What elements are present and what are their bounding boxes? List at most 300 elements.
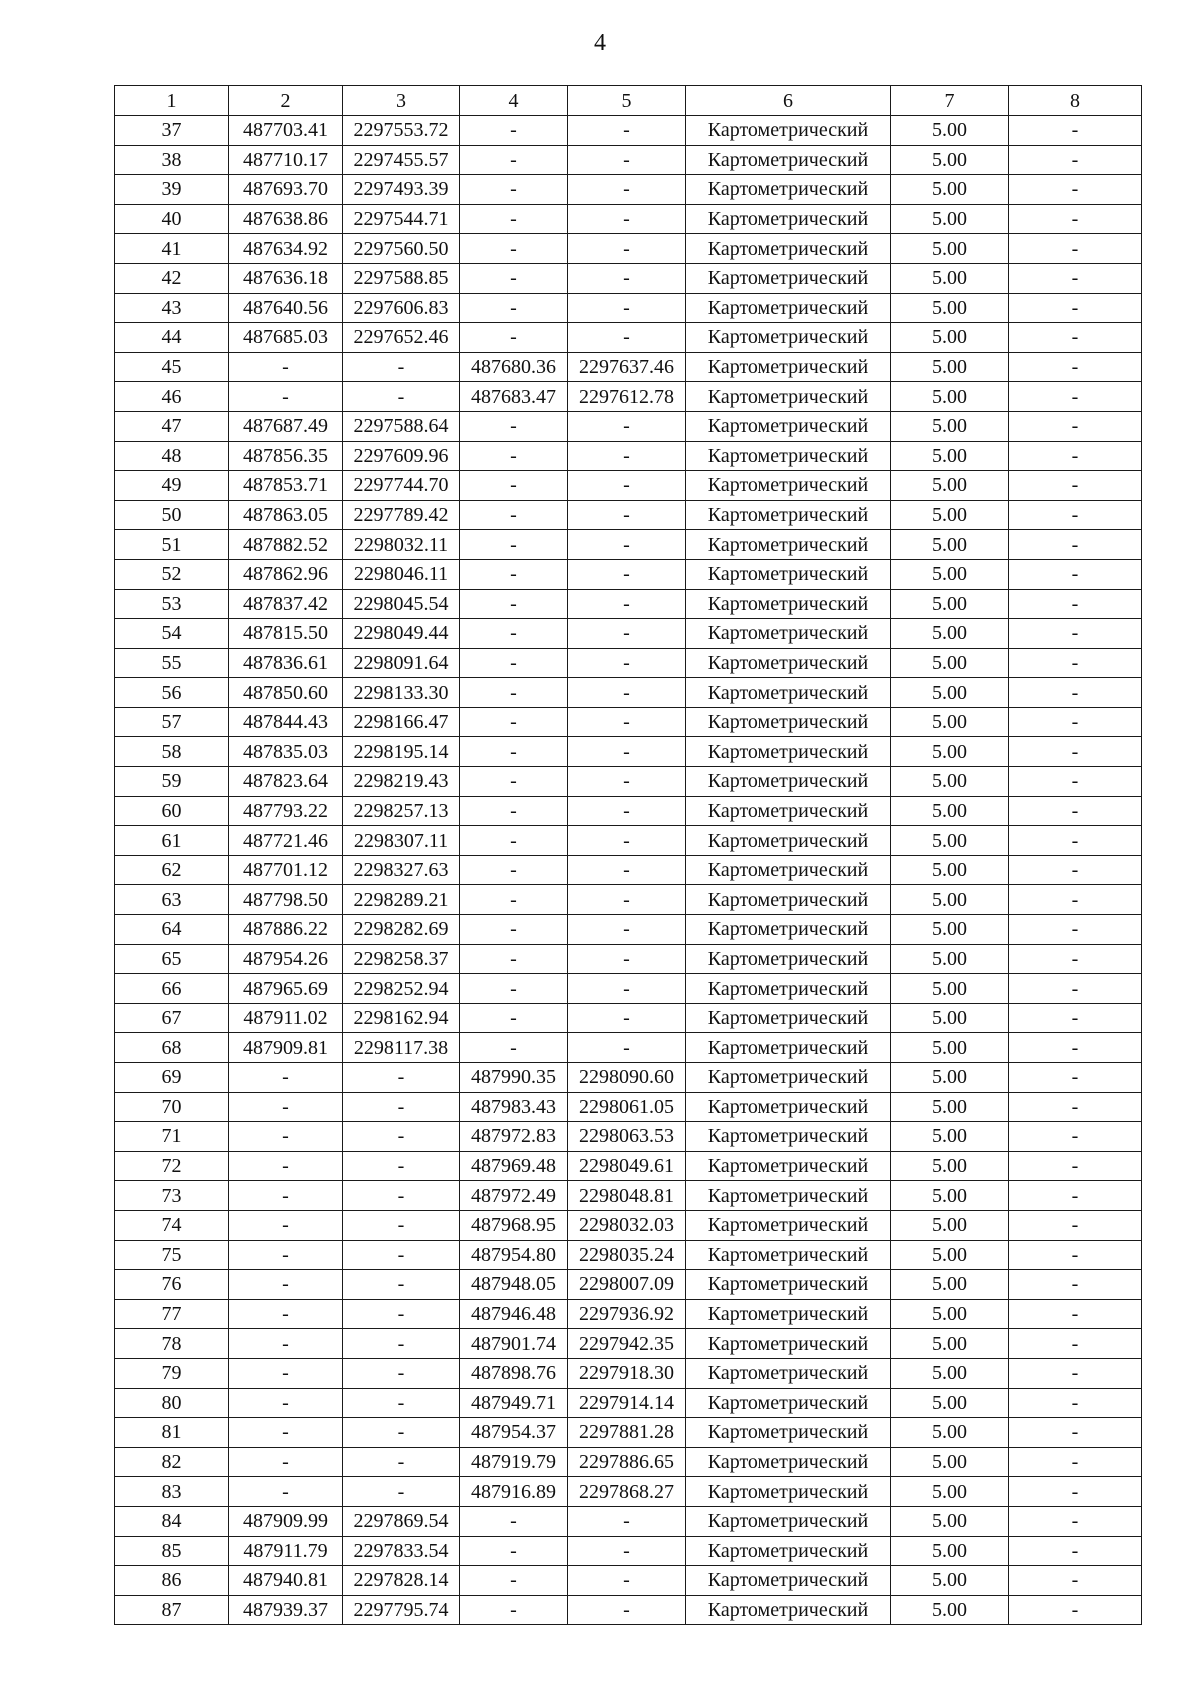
point-number-cell: 69: [115, 1063, 229, 1093]
method-cell: Картометрический: [686, 767, 891, 797]
accuracy-cell: 5.00: [891, 293, 1009, 323]
existing-x-cell: 487909.99: [229, 1506, 343, 1536]
table-body: [115, 116, 1142, 1625]
existing-x-cell: 487911.02: [229, 1003, 343, 1033]
refined-x-cell: -: [460, 441, 568, 471]
method-cell: Картометрический: [686, 234, 891, 264]
description-cell: -: [1009, 1447, 1142, 1477]
point-number-cell: 62: [115, 855, 229, 885]
existing-x-cell: -: [229, 1210, 343, 1240]
description-cell: -: [1009, 263, 1142, 293]
refined-x-cell: -: [460, 116, 568, 146]
method-cell: Картометрический: [686, 352, 891, 382]
refined-y-cell: 2297918.30: [568, 1358, 686, 1388]
column-header: 6: [686, 86, 891, 116]
existing-y-cell: 2297789.42: [343, 500, 460, 530]
accuracy-cell: 5.00: [891, 530, 1009, 560]
table-row: [115, 1329, 1142, 1359]
refined-y-cell: 2298048.81: [568, 1181, 686, 1211]
refined-y-cell: -: [568, 323, 686, 353]
table-row: [115, 915, 1142, 945]
table-row: [115, 1003, 1142, 1033]
refined-x-cell: -: [460, 678, 568, 708]
accuracy-cell: 5.00: [891, 1536, 1009, 1566]
existing-x-cell: 487636.18: [229, 263, 343, 293]
point-number-cell: 68: [115, 1033, 229, 1063]
accuracy-cell: 5.00: [891, 678, 1009, 708]
refined-x-cell: 487972.83: [460, 1122, 568, 1152]
existing-y-cell: -: [343, 352, 460, 382]
point-number-cell: 53: [115, 589, 229, 619]
point-number-cell: 41: [115, 234, 229, 264]
point-number-cell: 61: [115, 826, 229, 856]
method-cell: Картометрический: [686, 175, 891, 205]
table-row: [115, 1210, 1142, 1240]
method-cell: Картометрический: [686, 589, 891, 619]
refined-y-cell: -: [568, 1595, 686, 1625]
existing-x-cell: -: [229, 1388, 343, 1418]
existing-x-cell: -: [229, 1092, 343, 1122]
description-cell: -: [1009, 530, 1142, 560]
description-cell: -: [1009, 885, 1142, 915]
refined-x-cell: 487919.79: [460, 1447, 568, 1477]
description-cell: -: [1009, 1092, 1142, 1122]
refined-x-cell: -: [460, 145, 568, 175]
refined-x-cell: -: [460, 175, 568, 205]
existing-y-cell: -: [343, 1329, 460, 1359]
point-number-cell: 79: [115, 1358, 229, 1388]
existing-y-cell: -: [343, 1299, 460, 1329]
point-number-cell: 50: [115, 500, 229, 530]
existing-y-cell: -: [343, 1092, 460, 1122]
refined-x-cell: 487954.37: [460, 1418, 568, 1448]
method-cell: Картометрический: [686, 974, 891, 1004]
refined-y-cell: 2298007.09: [568, 1270, 686, 1300]
point-number-cell: 65: [115, 944, 229, 974]
method-cell: Картометрический: [686, 471, 891, 501]
existing-y-cell: 2297544.71: [343, 204, 460, 234]
column-header: 7: [891, 86, 1009, 116]
refined-x-cell: -: [460, 589, 568, 619]
refined-y-cell: -: [568, 885, 686, 915]
refined-y-cell: -: [568, 737, 686, 767]
point-number-cell: 73: [115, 1181, 229, 1211]
refined-y-cell: -: [568, 1566, 686, 1596]
refined-y-cell: 2298035.24: [568, 1240, 686, 1270]
column-header: 8: [1009, 86, 1142, 116]
table-row: [115, 411, 1142, 441]
point-number-cell: 80: [115, 1388, 229, 1418]
method-cell: Картометрический: [686, 1063, 891, 1093]
refined-y-cell: -: [568, 293, 686, 323]
point-number-cell: 81: [115, 1418, 229, 1448]
method-cell: Картометрический: [686, 737, 891, 767]
existing-y-cell: 2297828.14: [343, 1566, 460, 1596]
method-cell: Картометрический: [686, 1447, 891, 1477]
existing-x-cell: 487693.70: [229, 175, 343, 205]
table-row: [115, 1122, 1142, 1152]
point-number-cell: 82: [115, 1447, 229, 1477]
method-cell: Картометрический: [686, 619, 891, 649]
refined-x-cell: -: [460, 411, 568, 441]
point-number-cell: 42: [115, 263, 229, 293]
existing-y-cell: 2297588.64: [343, 411, 460, 441]
refined-y-cell: 2298049.61: [568, 1151, 686, 1181]
method-cell: Картометрический: [686, 1418, 891, 1448]
point-number-cell: 47: [115, 411, 229, 441]
description-cell: -: [1009, 648, 1142, 678]
existing-x-cell: 487837.42: [229, 589, 343, 619]
refined-y-cell: 2298032.03: [568, 1210, 686, 1240]
refined-x-cell: 487969.48: [460, 1151, 568, 1181]
description-cell: -: [1009, 175, 1142, 205]
existing-x-cell: -: [229, 1477, 343, 1507]
accuracy-cell: 5.00: [891, 1329, 1009, 1359]
column-header: 1: [115, 86, 229, 116]
method-cell: Картометрический: [686, 323, 891, 353]
point-number-cell: 78: [115, 1329, 229, 1359]
accuracy-cell: 5.00: [891, 1566, 1009, 1596]
column-header: 4: [460, 86, 568, 116]
method-cell: Картометрический: [686, 855, 891, 885]
existing-x-cell: 487823.64: [229, 767, 343, 797]
accuracy-cell: 5.00: [891, 411, 1009, 441]
table-row: [115, 1299, 1142, 1329]
existing-y-cell: -: [343, 1151, 460, 1181]
table-row: [115, 974, 1142, 1004]
table-row: [115, 1151, 1142, 1181]
refined-x-cell: -: [460, 974, 568, 1004]
accuracy-cell: 5.00: [891, 263, 1009, 293]
existing-y-cell: 2298258.37: [343, 944, 460, 974]
description-cell: -: [1009, 204, 1142, 234]
existing-y-cell: -: [343, 1358, 460, 1388]
refined-x-cell: 487968.95: [460, 1210, 568, 1240]
existing-x-cell: 487911.79: [229, 1536, 343, 1566]
accuracy-cell: 5.00: [891, 1063, 1009, 1093]
refined-y-cell: -: [568, 441, 686, 471]
existing-y-cell: 2298046.11: [343, 559, 460, 589]
existing-y-cell: 2297833.54: [343, 1536, 460, 1566]
existing-y-cell: -: [343, 1388, 460, 1418]
description-cell: -: [1009, 441, 1142, 471]
point-number-cell: 67: [115, 1003, 229, 1033]
refined-x-cell: 487946.48: [460, 1299, 568, 1329]
method-cell: Картометрический: [686, 1092, 891, 1122]
description-cell: -: [1009, 1240, 1142, 1270]
accuracy-cell: 5.00: [891, 1092, 1009, 1122]
description-cell: -: [1009, 1270, 1142, 1300]
description-cell: -: [1009, 293, 1142, 323]
accuracy-cell: 5.00: [891, 1418, 1009, 1448]
existing-y-cell: 2297606.83: [343, 293, 460, 323]
existing-y-cell: -: [343, 1240, 460, 1270]
existing-x-cell: 487793.22: [229, 796, 343, 826]
accuracy-cell: 5.00: [891, 175, 1009, 205]
description-cell: -: [1009, 619, 1142, 649]
existing-x-cell: 487815.50: [229, 619, 343, 649]
refined-x-cell: 487901.74: [460, 1329, 568, 1359]
point-number-cell: 72: [115, 1151, 229, 1181]
point-number-cell: 60: [115, 796, 229, 826]
refined-x-cell: 487990.35: [460, 1063, 568, 1093]
accuracy-cell: 5.00: [891, 559, 1009, 589]
existing-x-cell: -: [229, 1063, 343, 1093]
description-cell: -: [1009, 796, 1142, 826]
table-row: [115, 352, 1142, 382]
refined-y-cell: -: [568, 116, 686, 146]
table-row: [115, 826, 1142, 856]
refined-y-cell: 2297881.28: [568, 1418, 686, 1448]
point-number-cell: 64: [115, 915, 229, 945]
existing-y-cell: 2298032.11: [343, 530, 460, 560]
refined-y-cell: -: [568, 619, 686, 649]
refined-y-cell: -: [568, 1536, 686, 1566]
refined-y-cell: -: [568, 471, 686, 501]
refined-y-cell: -: [568, 826, 686, 856]
point-number-cell: 45: [115, 352, 229, 382]
existing-x-cell: -: [229, 1151, 343, 1181]
point-number-cell: 38: [115, 145, 229, 175]
existing-x-cell: 487634.92: [229, 234, 343, 264]
refined-x-cell: -: [460, 1595, 568, 1625]
point-number-cell: 48: [115, 441, 229, 471]
table-row: [115, 1063, 1142, 1093]
table-row: [115, 500, 1142, 530]
refined-x-cell: -: [460, 471, 568, 501]
table-row: [115, 263, 1142, 293]
table-row: [115, 737, 1142, 767]
table-row: [115, 1595, 1142, 1625]
refined-y-cell: -: [568, 411, 686, 441]
method-cell: Картометрический: [686, 885, 891, 915]
description-cell: -: [1009, 323, 1142, 353]
description-cell: -: [1009, 855, 1142, 885]
description-cell: -: [1009, 116, 1142, 146]
table-row: [115, 944, 1142, 974]
description-cell: -: [1009, 1210, 1142, 1240]
existing-y-cell: 2297869.54: [343, 1506, 460, 1536]
existing-x-cell: 487940.81: [229, 1566, 343, 1596]
refined-y-cell: -: [568, 974, 686, 1004]
refined-x-cell: 487680.36: [460, 352, 568, 382]
method-cell: Картометрический: [686, 382, 891, 412]
refined-x-cell: -: [460, 855, 568, 885]
point-number-cell: 39: [115, 175, 229, 205]
refined-y-cell: -: [568, 855, 686, 885]
column-header: 5: [568, 86, 686, 116]
existing-y-cell: 2297560.50: [343, 234, 460, 264]
point-number-cell: 66: [115, 974, 229, 1004]
method-cell: Картометрический: [686, 1210, 891, 1240]
existing-y-cell: 2298049.44: [343, 619, 460, 649]
table-row: [115, 1506, 1142, 1536]
refined-y-cell: -: [568, 500, 686, 530]
description-cell: -: [1009, 352, 1142, 382]
existing-y-cell: 2297744.70: [343, 471, 460, 501]
refined-x-cell: 487898.76: [460, 1358, 568, 1388]
existing-x-cell: 487939.37: [229, 1595, 343, 1625]
point-number-cell: 77: [115, 1299, 229, 1329]
accuracy-cell: 5.00: [891, 500, 1009, 530]
table-row: [115, 1418, 1142, 1448]
existing-x-cell: -: [229, 352, 343, 382]
method-cell: Картометрический: [686, 1151, 891, 1181]
refined-y-cell: -: [568, 145, 686, 175]
accuracy-cell: 5.00: [891, 1181, 1009, 1211]
point-number-cell: 57: [115, 707, 229, 737]
refined-x-cell: 487954.80: [460, 1240, 568, 1270]
refined-y-cell: -: [568, 559, 686, 589]
description-cell: -: [1009, 944, 1142, 974]
method-cell: Картометрический: [686, 293, 891, 323]
method-cell: Картометрический: [686, 1240, 891, 1270]
existing-x-cell: -: [229, 1299, 343, 1329]
existing-y-cell: 2297455.57: [343, 145, 460, 175]
refined-x-cell: -: [460, 263, 568, 293]
existing-y-cell: 2298133.30: [343, 678, 460, 708]
existing-x-cell: 487836.61: [229, 648, 343, 678]
accuracy-cell: 5.00: [891, 1299, 1009, 1329]
accuracy-cell: 5.00: [891, 855, 1009, 885]
accuracy-cell: 5.00: [891, 796, 1009, 826]
method-cell: Картометрический: [686, 411, 891, 441]
table-row: [115, 648, 1142, 678]
existing-y-cell: 2298252.94: [343, 974, 460, 1004]
refined-y-cell: -: [568, 767, 686, 797]
coordinates-table: [114, 85, 1142, 1625]
page-number: 4: [594, 30, 606, 56]
accuracy-cell: 5.00: [891, 648, 1009, 678]
table-row: [115, 796, 1142, 826]
refined-x-cell: -: [460, 1566, 568, 1596]
method-cell: Картометрический: [686, 1181, 891, 1211]
existing-y-cell: 2297493.39: [343, 175, 460, 205]
method-cell: Картометрический: [686, 1595, 891, 1625]
accuracy-cell: 5.00: [891, 915, 1009, 945]
description-cell: -: [1009, 1299, 1142, 1329]
description-cell: -: [1009, 974, 1142, 1004]
method-cell: Картометрический: [686, 678, 891, 708]
table-row: [115, 145, 1142, 175]
refined-x-cell: -: [460, 530, 568, 560]
refined-y-cell: 2298090.60: [568, 1063, 686, 1093]
point-number-cell: 46: [115, 382, 229, 412]
existing-y-cell: 2298195.14: [343, 737, 460, 767]
point-number-cell: 54: [115, 619, 229, 649]
table-row: [115, 559, 1142, 589]
table-row: [115, 1181, 1142, 1211]
existing-y-cell: -: [343, 1181, 460, 1211]
point-number-cell: 55: [115, 648, 229, 678]
existing-y-cell: 2298091.64: [343, 648, 460, 678]
refined-x-cell: 487916.89: [460, 1477, 568, 1507]
existing-x-cell: 487863.05: [229, 500, 343, 530]
method-cell: Картометрический: [686, 1358, 891, 1388]
method-cell: Картометрический: [686, 1033, 891, 1063]
refined-x-cell: -: [460, 559, 568, 589]
existing-y-cell: -: [343, 1063, 460, 1093]
refined-y-cell: -: [568, 678, 686, 708]
accuracy-cell: 5.00: [891, 707, 1009, 737]
refined-x-cell: -: [460, 1536, 568, 1566]
point-number-cell: 51: [115, 530, 229, 560]
table-row: [115, 707, 1142, 737]
refined-x-cell: -: [460, 648, 568, 678]
description-cell: -: [1009, 1181, 1142, 1211]
method-cell: Картометрический: [686, 145, 891, 175]
refined-y-cell: -: [568, 915, 686, 945]
existing-y-cell: 2298327.63: [343, 855, 460, 885]
existing-y-cell: 2298162.94: [343, 1003, 460, 1033]
method-cell: Картометрический: [686, 500, 891, 530]
accuracy-cell: 5.00: [891, 1033, 1009, 1063]
refined-y-cell: 2298061.05: [568, 1092, 686, 1122]
existing-y-cell: -: [343, 1210, 460, 1240]
accuracy-cell: 5.00: [891, 1388, 1009, 1418]
existing-x-cell: 487886.22: [229, 915, 343, 945]
accuracy-cell: 5.00: [891, 619, 1009, 649]
table-row: [115, 471, 1142, 501]
description-cell: -: [1009, 767, 1142, 797]
accuracy-cell: 5.00: [891, 116, 1009, 146]
refined-x-cell: -: [460, 737, 568, 767]
column-header: 3: [343, 86, 460, 116]
description-cell: -: [1009, 1536, 1142, 1566]
refined-y-cell: -: [568, 234, 686, 264]
accuracy-cell: 5.00: [891, 382, 1009, 412]
existing-x-cell: 487687.49: [229, 411, 343, 441]
table-row: [115, 1358, 1142, 1388]
table-row: [115, 116, 1142, 146]
method-cell: Картометрический: [686, 441, 891, 471]
table-row: [115, 589, 1142, 619]
description-cell: -: [1009, 589, 1142, 619]
existing-x-cell: 487844.43: [229, 707, 343, 737]
point-number-cell: 56: [115, 678, 229, 708]
description-cell: -: [1009, 1003, 1142, 1033]
accuracy-cell: 5.00: [891, 234, 1009, 264]
existing-x-cell: 487882.52: [229, 530, 343, 560]
refined-x-cell: -: [460, 826, 568, 856]
point-number-cell: 58: [115, 737, 229, 767]
table-row: [115, 1270, 1142, 1300]
existing-y-cell: -: [343, 1477, 460, 1507]
refined-y-cell: -: [568, 1003, 686, 1033]
accuracy-cell: 5.00: [891, 1240, 1009, 1270]
existing-y-cell: 2298045.54: [343, 589, 460, 619]
refined-y-cell: 2297868.27: [568, 1477, 686, 1507]
method-cell: Картометрический: [686, 707, 891, 737]
description-cell: -: [1009, 1358, 1142, 1388]
existing-y-cell: -: [343, 1418, 460, 1448]
table-row: [115, 530, 1142, 560]
accuracy-cell: 5.00: [891, 1477, 1009, 1507]
existing-y-cell: 2298219.43: [343, 767, 460, 797]
refined-y-cell: 2297942.35: [568, 1329, 686, 1359]
refined-y-cell: -: [568, 263, 686, 293]
existing-x-cell: 487856.35: [229, 441, 343, 471]
description-cell: -: [1009, 737, 1142, 767]
existing-x-cell: 487862.96: [229, 559, 343, 589]
existing-y-cell: 2297795.74: [343, 1595, 460, 1625]
accuracy-cell: 5.00: [891, 1358, 1009, 1388]
refined-x-cell: 487949.71: [460, 1388, 568, 1418]
refined-y-cell: -: [568, 648, 686, 678]
existing-x-cell: 487721.46: [229, 826, 343, 856]
table-row: [115, 1566, 1142, 1596]
accuracy-cell: 5.00: [891, 826, 1009, 856]
